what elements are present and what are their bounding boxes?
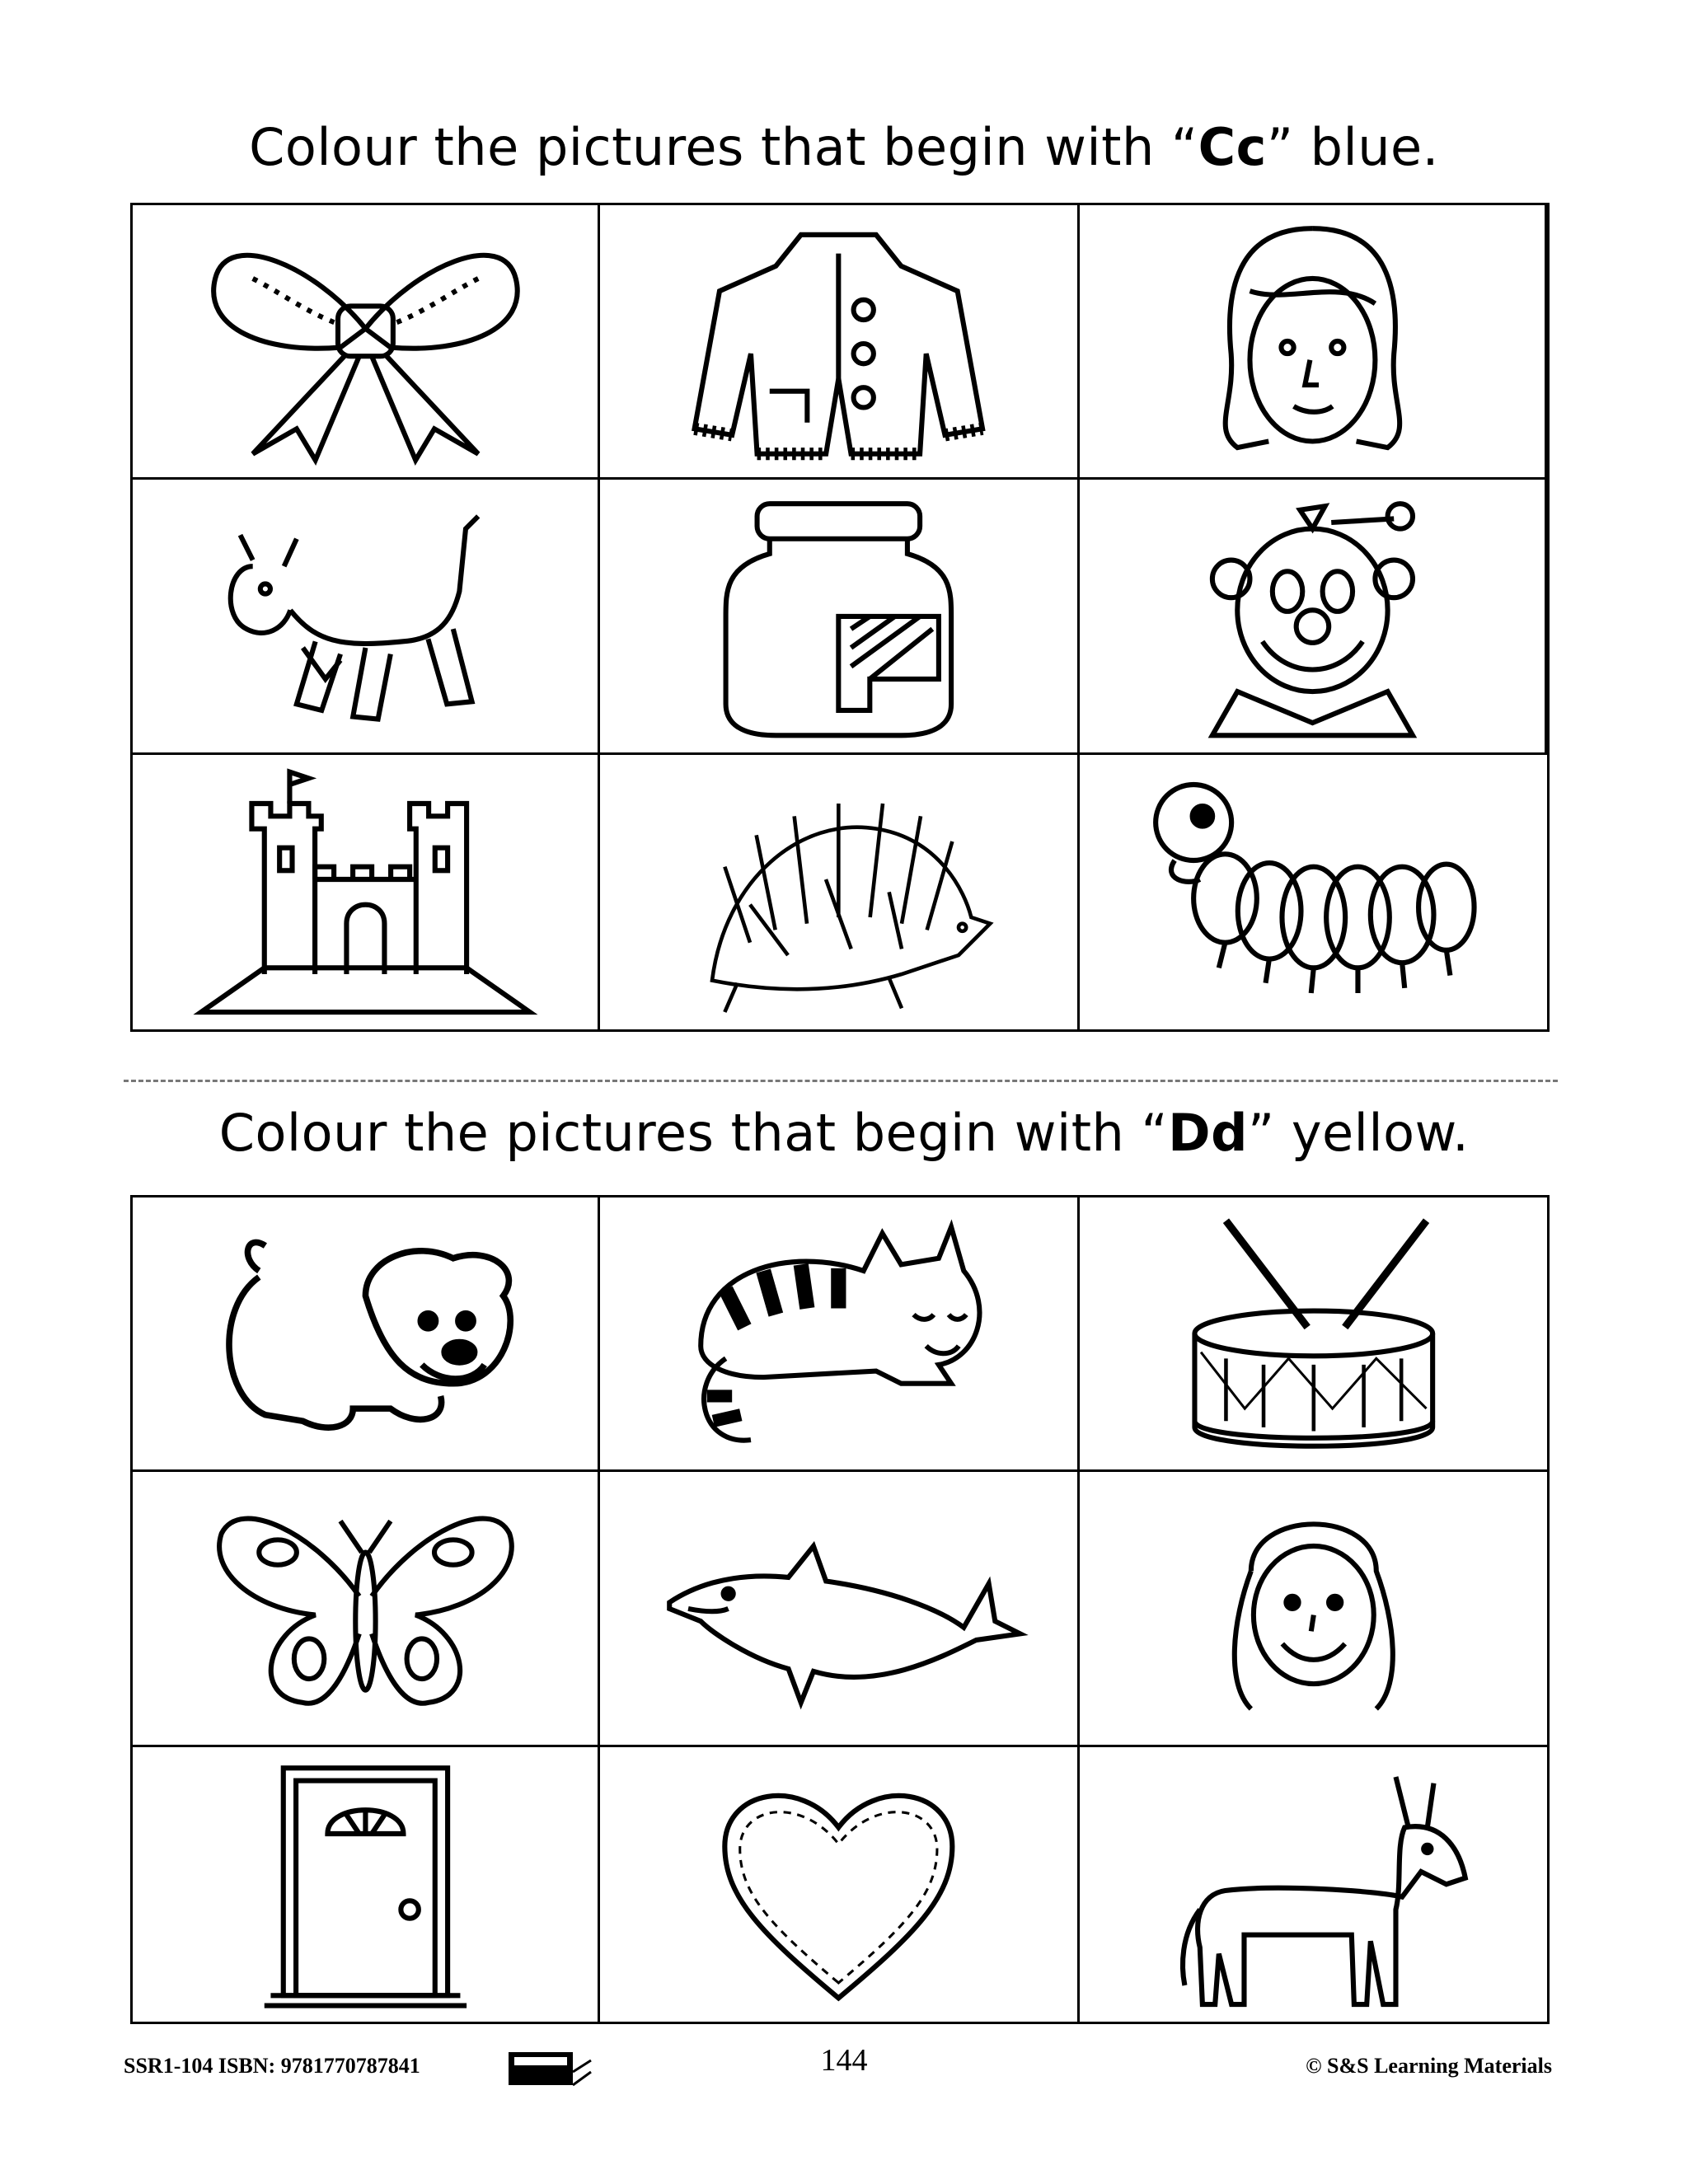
picture-cell-cow[interactable] bbox=[133, 480, 600, 754]
girl-face-icon bbox=[1099, 216, 1526, 466]
picture-cell-butterfly[interactable] bbox=[133, 1472, 600, 1746]
target-letter: Cc bbox=[1198, 117, 1267, 177]
footer-code: SSR1-104 ISBN: 9781770787841 bbox=[124, 2054, 420, 2078]
girl-face-icon bbox=[1099, 1483, 1529, 1734]
footer-copyright: © S&S Learning Materials bbox=[1306, 2054, 1552, 2078]
butterfly-icon bbox=[152, 1483, 579, 1734]
cow-icon bbox=[152, 491, 579, 742]
picture-cell-heart[interactable] bbox=[600, 1747, 1080, 2022]
picture-cell-jar[interactable] bbox=[600, 480, 1080, 754]
dashed-divider bbox=[124, 1080, 1558, 1082]
picture-grid-c bbox=[130, 203, 1550, 1032]
clown-icon bbox=[1099, 491, 1526, 742]
door-icon bbox=[152, 1758, 579, 2011]
picture-cell-girl-face-2[interactable] bbox=[1080, 1472, 1547, 1746]
picture-cell-castle[interactable] bbox=[133, 755, 600, 1029]
castle-icon bbox=[152, 766, 579, 1019]
picture-cell-drum[interactable] bbox=[1080, 1197, 1547, 1472]
instruction-text: ” yellow. bbox=[1248, 1103, 1470, 1163]
coat-icon bbox=[619, 216, 1058, 466]
picture-cell-dolphin[interactable] bbox=[600, 1472, 1080, 1746]
picture-cell-bow[interactable] bbox=[133, 205, 600, 480]
donkey-icon bbox=[1099, 1758, 1529, 2011]
picture-cell-clown[interactable] bbox=[1080, 480, 1547, 754]
porcupine-icon bbox=[619, 766, 1058, 1019]
picture-cell-caterpillar[interactable] bbox=[1080, 755, 1547, 1029]
picture-cell-coat[interactable] bbox=[600, 205, 1080, 480]
caterpillar-icon bbox=[1099, 766, 1529, 1019]
instruction-text: ” blue. bbox=[1266, 117, 1439, 177]
dolphin-icon bbox=[619, 1483, 1058, 1734]
cat-icon bbox=[619, 1208, 1058, 1459]
picture-grid-d bbox=[130, 1195, 1550, 2024]
target-letter: Dd bbox=[1168, 1103, 1249, 1163]
picture-cell-door[interactable] bbox=[133, 1747, 600, 2022]
section-d-instruction bbox=[0, 1103, 1688, 1163]
section-c-instruction bbox=[0, 117, 1688, 177]
picture-cell-dog[interactable] bbox=[133, 1197, 600, 1472]
heart-icon bbox=[619, 1758, 1058, 2011]
jar-icon bbox=[619, 491, 1058, 742]
instruction-text: Colour the pictures that begin with “ bbox=[218, 1103, 1169, 1163]
instruction-text: Colour the pictures that begin with “ bbox=[249, 117, 1198, 177]
picture-cell-girl-face[interactable] bbox=[1080, 205, 1547, 480]
picture-cell-cat[interactable] bbox=[600, 1197, 1080, 1472]
dog-icon bbox=[152, 1208, 579, 1459]
drum-icon bbox=[1099, 1208, 1529, 1459]
page-number: 144 bbox=[820, 2043, 868, 2078]
picture-cell-donkey[interactable] bbox=[1080, 1747, 1547, 2022]
bow-icon bbox=[152, 216, 579, 466]
picture-cell-porcupine[interactable] bbox=[600, 755, 1080, 1029]
